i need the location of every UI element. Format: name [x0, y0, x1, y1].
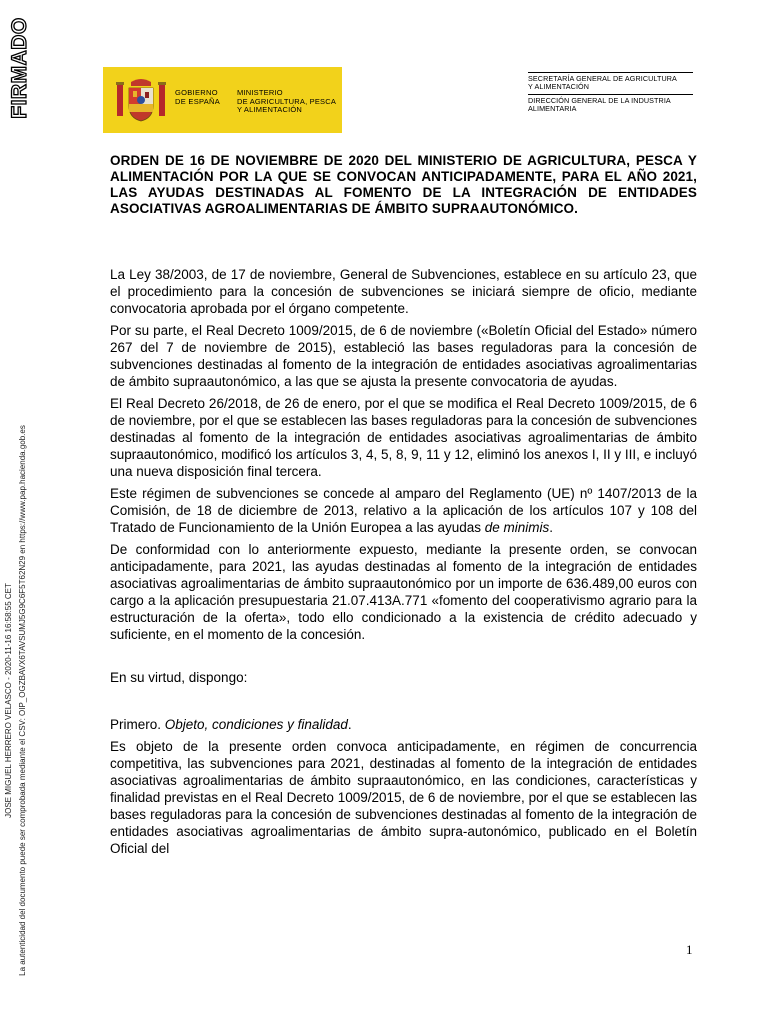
article-1-text: Es objeto de la presente orden convoca anticipadamente, en régimen de concurrencia competitiva, las subvenciones para 2021, destinadas al fomento de la integración de entidades asociativas agroalimentarias de ámbito supraautonómico, en las condiciones, características y finalidad previstas en el Real Decreto 1009/2015, de 6 de noviembre, por el que se establecen las bases reguladoras para la concesión de subvenciones destinadas al fomento de la integración de entidades asociativas agroalimentarias de ámbito supra-autonómico, publicado en el Boletín Oficial del: [110, 739, 697, 856]
ministry-text: MINISTERIO DE AGRICULTURA, PESCA Y ALIMENTACIÓN: [237, 88, 337, 114]
csv-line: La autenticidad del documento puede ser comprobada mediante el CSV: OIP_OGZBAVX6TAVSUMJ5G9C6F5T62N29 en https://www.pap.hacienda.gob.es: [17, 424, 27, 976]
en-su-virtud: En su virtud, dispongo:: [110, 670, 248, 685]
paragraph-2: Por su parte, el Real Decreto 1009/2015, de 6 de noviembre («Boletín Oficial del Estado» número 267 del 7 de noviembre de 2015), estableció las bases reguladoras para la concesión de subvenciones destinadas al fomento de la integración de entidades asociativas agroalimentarias de ámbito supraautonómico, a las que se ajusta la presente convocatoria de ayudas.: [110, 323, 697, 389]
signature-margin: [2, 380, 14, 1020]
signature-line: JOSE MIGUEL HERRERO VELASCO - 2020-11-16 16:58:55 CET: [3, 582, 13, 818]
paragraph-5: De conformidad con lo anteriormente expuesto, mediante la presente orden, se convocan anticipadamente, para 2021, las ayudas destinadas al fomento de la integración de entidades asociativas agroalimentarias de ámbito supraautonómico por un importe de 636.489,00 euros con cargo a la aplicación presupuestaria 21.07.413A.771 «fomento del cooperativismo agrario para la estructuración de la oferta», todo ello condicionado a la existencia de crédito adecuado y suficiente, en el momento de la concesión.: [110, 542, 697, 642]
page-number: 1: [686, 942, 693, 957]
department-header: [528, 72, 693, 114]
article-1-heading: Primero. Objeto, condiciones y finalidad.: [110, 717, 352, 732]
gobierno-text: GOBIERNO DE ESPAÑA: [175, 88, 221, 106]
secretaria-line-2: Y ALIMENTACIÓN: [528, 82, 590, 92]
firmado-text: FIRMADO: [8, 17, 31, 119]
paragraph-4: Este régimen de subvenciones se concede al amparo del Reglamento (UE) nº 1407/2013 de la Comisión, de 18 de diciembre de 2013, relativo a la aplicación de los artículos 107 y 108 del Tratado de Funcionamiento de la Unión Europea a las ayudas de minimis.: [110, 486, 697, 535]
secretaria-line-1: SECRETARÍA GENERAL DE AGRICULTURA: [528, 74, 677, 83]
direccion-line-2: ALIMENTARIA: [528, 104, 577, 114]
firmado-stamp: [8, 12, 32, 124]
document-title: ORDEN DE 16 DE NOVIEMBRE DE 2020 DEL MINISTERIO DE AGRICULTURA, PESCA Y ALIMENTACIÓN POR LA QUE SE CONVOCAN ANTICIPADAMENTE, PARA EL AÑO 2021, LAS AYUDAS DESTINADAS AL FOMENTO DE LA INTEGRACIÓN DE ENTIDADES ASOCIATIVAS AGROALIMENTARIAS DE ÁMBITO SUPRAAUTONÓMICO.: [110, 153, 697, 216]
coat-of-arms-icon: [115, 76, 167, 124]
direccion-line-1: DIRECCIÓN GENERAL DE LA INDUSTRIA: [528, 95, 671, 105]
paragraph-1: La Ley 38/2003, de 17 de noviembre, General de Subvenciones, establece en su artículo 23, que el procedimiento para la concesión de subvenciones se iniciará siempre de oficio, mediante convocatoria aprobada por el órgano competente.: [110, 267, 697, 316]
document-body: [110, 266, 697, 862]
paragraph-3: El Real Decreto 26/2018, de 26 de enero, por el que se modifica el Real Decreto 1009/2015, de 6 de noviembre, por el que se establecen las bases reguladoras para la concesión de subvenciones destinadas al fomento de la integración de entidades asociativas agroalimentarias de ámbito supraautonómico, modificó los artículos 3, 4, 5, 8, 9, 11 y 12, eliminó los anexos I, II y III, e incluyó una nueva disposición final tercera.: [110, 396, 697, 479]
government-logo-band: [103, 67, 342, 133]
de-minimis-text: de minimis: [484, 520, 550, 535]
csv-margin: [16, 380, 28, 1020]
